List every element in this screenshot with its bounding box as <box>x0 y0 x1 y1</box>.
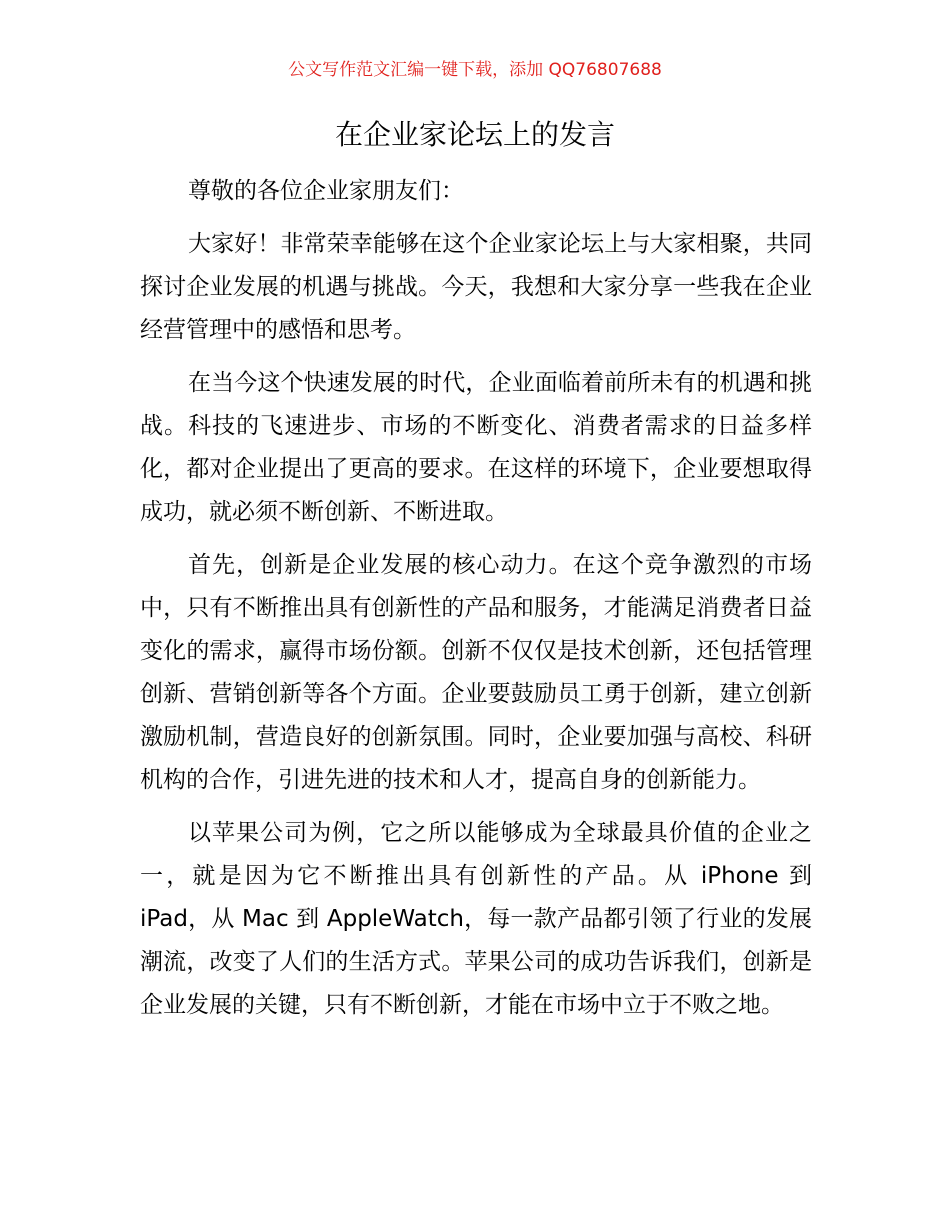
paragraph-innovation-core: 首先，创新是企业发展的核心动力。在这个竞争激烈的市场中，只有不断推出具有创新性的产品和服务，才能满足消费者日益变化的需求，赢得市场份额。创新不仅仅是技术创新，还包括管理创新、营销创新等各个方面。企业要鼓励员工勇于创新，建立创新激励机制，营造良好的创新氛围。同时，企业要加强与高校、科研机构的合作，引进先进的技术和人才，提高自身的创新能力。 <box>140 552 812 793</box>
paragraph-apple-example: 以苹果公司为例，它之所以能够成为全球最具价值的企业之一，就是因为它不断推出具有创新性的产品。从 iPhone 到 iPad，从 Mac 到 AppleWatch，每一款产品都引领了行业的发展潮流，改变了人们的生活方式。苹果公司的成功告诉我们，创新是企业发展的关键，只有不断创新，才能在市场中立于不败之地。 <box>140 820 812 1018</box>
paragraph-greeting: 大家好！非常荣幸能够在这个企业家论坛上与大家相聚，共同探讨企业发展的机遇与挑战。今天，我想和大家分享一些我在企业经营管理中的感悟和思考。 <box>140 231 812 343</box>
paragraph-era-challenges: 在当今这个快速发展的时代，企业面临着前所未有的机遇和挑战。科技的飞速进步、市场的不断变化、消费者需求的日益多样化，都对企业提出了更高的要求。在这样的环境下，企业要想取得成功，就必须不断创新、不断进取。 <box>140 370 812 525</box>
speech-body <box>140 170 812 1037</box>
download-promo-note: 公文写作范文汇编一键下载，添加 QQ76807688 <box>288 60 662 80</box>
salutation: 尊敬的各位企业家朋友们： <box>188 178 464 204</box>
page-title: 在企业家论坛上的发言 <box>334 118 615 151</box>
